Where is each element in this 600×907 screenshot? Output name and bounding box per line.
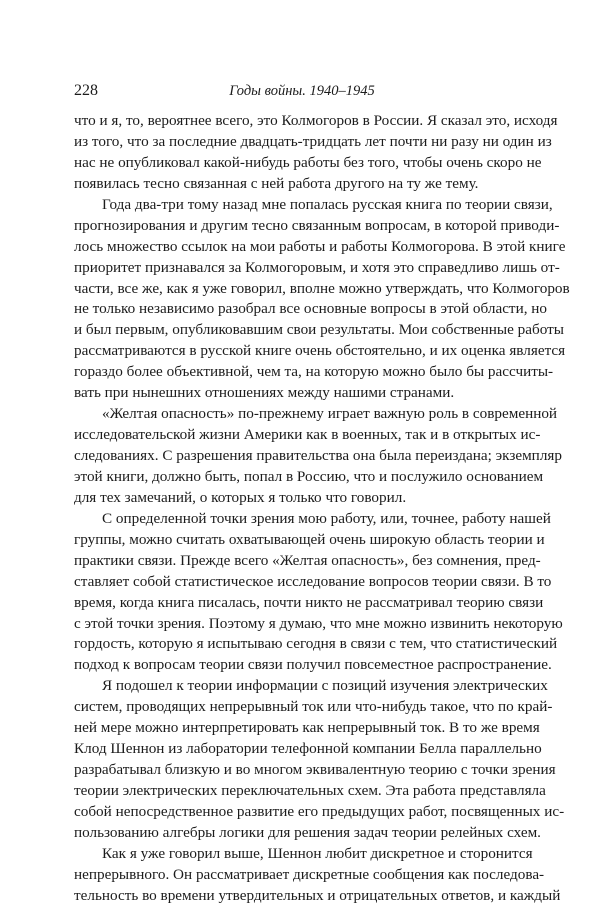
text-line: тельность во времени утвердительных и отрицательных ответов, и каждый: [74, 886, 561, 904]
text-line: С определенной точки зрения мою работу, или, точнее, работу нашей: [102, 509, 551, 527]
text-line: появилась тесно связанная с ней работа другого на ту же тему.: [74, 174, 479, 192]
text-line: Я подошел к теории информации с позиций изучения электрических: [102, 677, 548, 695]
text-line: из того, что за последние двадцать-тридцать лет почти ни разу ни один из: [74, 132, 552, 150]
running-title: Годы войны. 1940–1945: [229, 83, 375, 99]
text-line: рассматриваются в русской книге очень обстоятельно, и их оценка является: [74, 342, 566, 360]
text-line: следованиях. С разрешения правительства она была переиздана; экземпляр: [74, 447, 562, 464]
text-line: с этой точки зрения. Поэтому я думаю, что мне можно извинить некоторую: [74, 614, 563, 632]
text-line: группы, можно считать охватывающей очень широкую область теории и: [74, 530, 545, 548]
text-line: гораздо более объективной, чем та, на которую можно было бы рассчиты-: [74, 363, 554, 381]
text-line: систем, проводящих непрерывный ток или что-нибудь такое, что по край-: [74, 698, 553, 716]
text-line: ней мере можно интерпретировать как непрерывный ток. В то же время: [74, 719, 540, 737]
text-line: нас не опубликовал какой-нибудь работы без того, чтобы очень скоро не: [74, 153, 542, 171]
text-line: пользованию алгебры логики для решения задач теории релейных схем.: [74, 823, 541, 841]
text-line: ставляет собой статистическое исследование вопросов теории связи. В то: [74, 572, 552, 590]
text-line: Года два-три тому назад мне попалась русская книга по теории связи,: [102, 195, 553, 213]
paragraph: [74, 676, 565, 844]
text-line: не только независимо разобрал все основные вопросы в этой области, но: [74, 300, 548, 318]
text-line: приоритет признавался за Колмогоровым, и хотя это справедливо лишь от-: [74, 258, 560, 276]
running-head: [74, 80, 530, 102]
text-line: и был первым, опубликовавшим свои результаты. Мои собственные работы: [74, 321, 564, 339]
text-line: Клод Шеннон из лаборатории телефонной компании Белла параллельно: [74, 740, 542, 758]
text-line: этой книги, должно быть, попал в Россию, что и послужило основанием: [74, 467, 544, 485]
paragraph: [74, 509, 563, 677]
text-line: исследовательской жизни Америки как в военных, так и в открытых ис-: [74, 426, 541, 444]
body-text: [74, 111, 570, 907]
text-line: практики связи. Прежде всего «Желтая опасность», без сомнения, пред-: [74, 551, 541, 569]
text-line: «Желтая опасность» по-прежнему играет важную роль в современной: [102, 405, 558, 423]
text-line: гордость, которую я испытываю сегодня в связи с тем, что статистический: [74, 635, 558, 653]
text-line: подход к вопросам теории связи получил повсеместное распространение.: [74, 656, 552, 674]
page-number: 228: [74, 82, 98, 99]
paragraph: [74, 404, 562, 509]
text-line: непрерывного. Он рассматривает дискретные сообщения как последова-: [74, 865, 545, 883]
text-line: прогнозирования и другим тесно связанным вопросам, в которой приводи-: [74, 216, 560, 234]
paragraph: [74, 111, 558, 195]
paragraph: [74, 195, 570, 404]
text-line: время, когда книга писалась, почти никто не рассматривал теорию связи: [74, 593, 544, 611]
text-line: теории электрических переключательных схем. Эта работа представляла: [74, 782, 546, 799]
text-line: для тех замечаний, о которых я только что говорил.: [74, 488, 407, 506]
paragraph: [74, 844, 561, 907]
text-line: разрабатывал близкую и во многом эквивалентную теорию с точки зрения: [74, 761, 556, 779]
text-line: собой непосредственное развитие его предыдущих работ, посвященных ис-: [74, 802, 565, 820]
text-line: Как я уже говорил выше, Шеннон любит дискретное и сторонится: [102, 844, 533, 862]
text-line: вать при нынешних отношениях между нашими странами.: [74, 384, 455, 402]
text-line: что и я, то, вероятнее всего, это Колмогоров в России. Я сказал это, исходя: [74, 112, 558, 129]
text-line: части, все же, как я уже говорил, вполне можно утверждать, что Колмогоров: [74, 279, 570, 297]
text-line: лось множество ссылок на мои работы и работы Колмогорова. В этой книге: [74, 237, 566, 255]
